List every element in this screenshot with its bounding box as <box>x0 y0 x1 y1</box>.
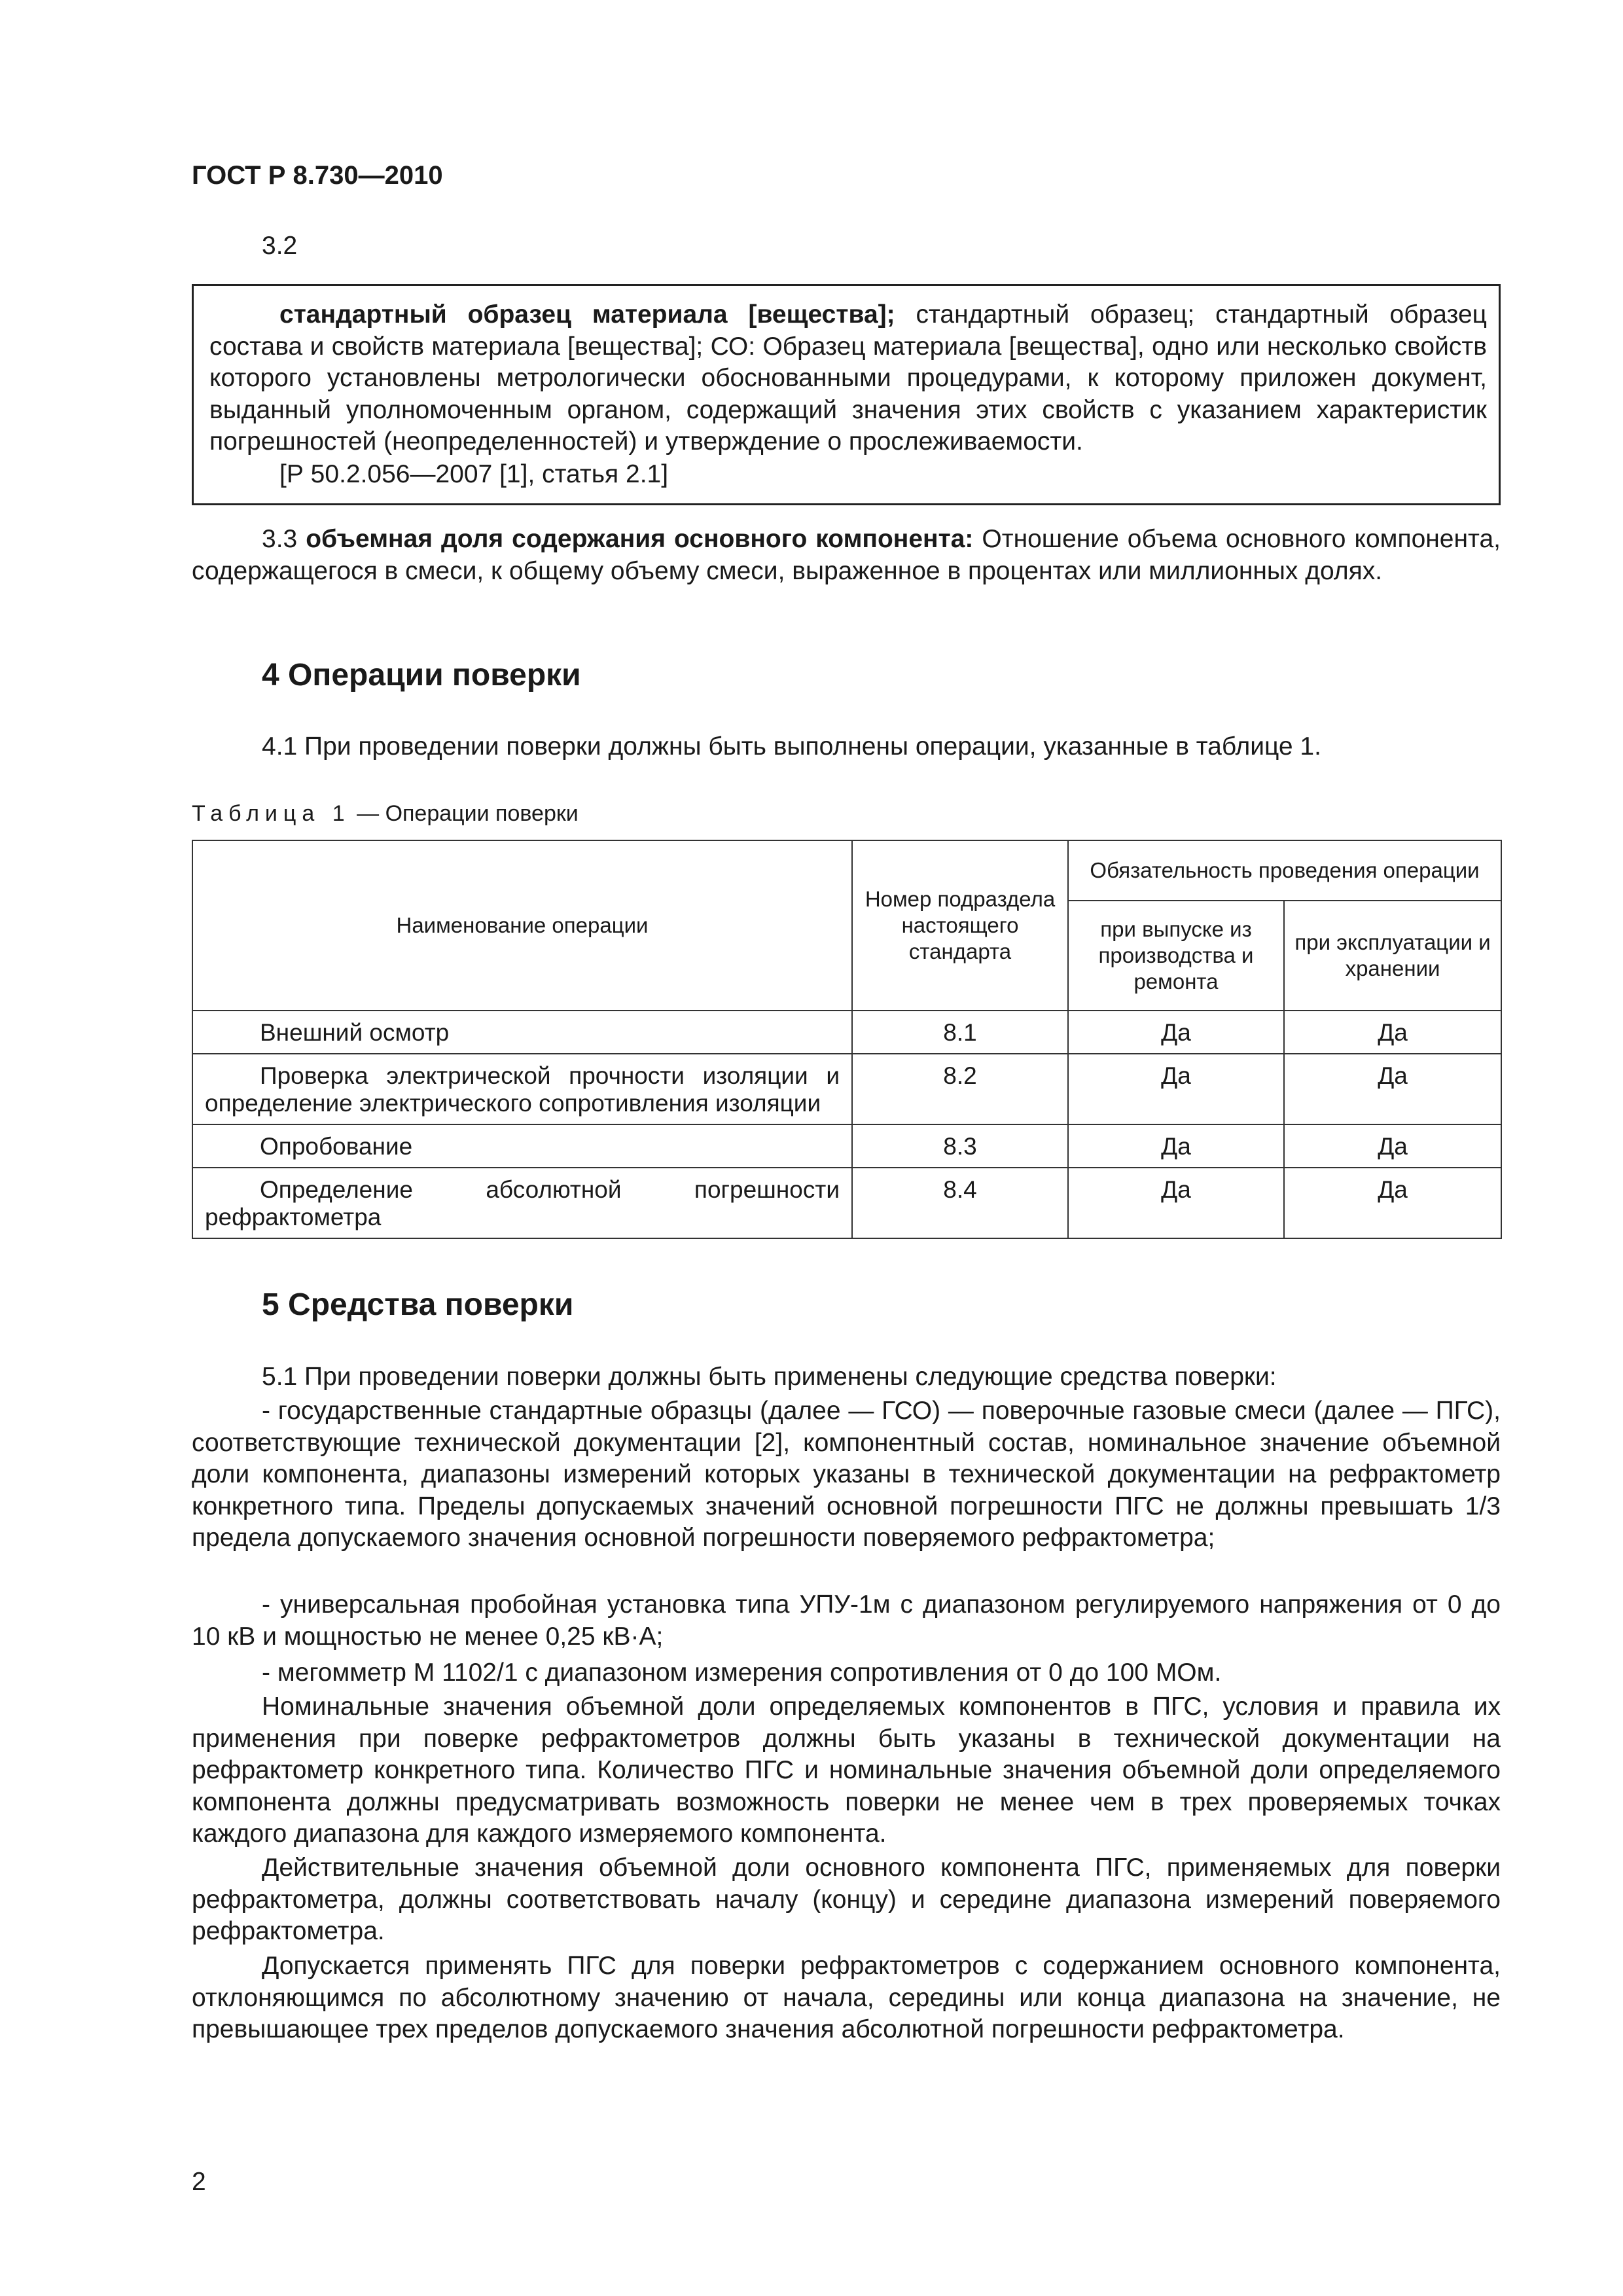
cell-number: 8.3 <box>852 1124 1068 1168</box>
section-number-3-3: 3.3 <box>262 525 298 553</box>
cell-operation: Опробование <box>192 1124 852 1168</box>
cell-release: Да <box>1068 1054 1284 1124</box>
cell-use: Да <box>1284 1124 1501 1168</box>
definition-3-2-source: [Р 50.2.056—2007 [1], статья 2.1] <box>279 460 669 488</box>
paragraph-5-1: 5.1 При проведении поверки должны быть применены следующие средства поверки: <box>262 1363 1277 1391</box>
cell-operation: Определение абсолютной погрешности рефрактометра <box>192 1168 852 1238</box>
col-header-name: Наименование операции <box>192 840 852 1011</box>
section-4-heading: 4 Операции поверки <box>262 658 581 692</box>
definition-3-3: Отношение объема основного компонента, содержащегося в смеси, к общему объему смеси, выраженное в процентах или миллионных долях. <box>192 525 1501 585</box>
term-3-3: объемная доля содержания основного компонента: <box>306 525 974 553</box>
cell-release: Да <box>1068 1168 1284 1238</box>
list-item-gso: - государственные стандартные образцы (далее — ГСО) — поверочные газовые смеси (далее — ПГС), соответствующие технической документации [2], компонентный состав, номинальное значение объемной доли компонента, диапазоны измерений которых указаны в технической документации на рефрактометр конкретного типа. Пределы допускаемых значений основной погрешности ПГС не должны превышать 1/3 предела допускаемого значения основной погрешности поверяемого рефрактометра; <box>192 1397 1501 1552</box>
col-header-obligation: Обязательность проведения операции <box>1068 840 1501 901</box>
paragraph-4-1: 4.1 При проведении поверки должны быть выполнены операции, указанные в таблице 1. <box>262 732 1321 761</box>
cell-operation: Проверка электрической прочности изоляции и определение электрического сопротивления изоляции <box>192 1054 852 1124</box>
document-header: ГОСТ Р 8.730—2010 <box>192 161 443 190</box>
cell-number: 8.2 <box>852 1054 1068 1124</box>
section-3-3 <box>192 524 1501 587</box>
cell-release: Да <box>1068 1011 1284 1054</box>
section-5-heading: 5 Средства поверки <box>262 1287 574 1322</box>
table-caption-label: Таблица 1 <box>192 801 351 826</box>
cell-release: Да <box>1068 1124 1284 1168</box>
section-number-3-2: 3.2 <box>262 232 298 260</box>
cell-number: 8.1 <box>852 1011 1068 1054</box>
cell-number: 8.4 <box>852 1168 1068 1238</box>
col-header-use: при эксплуатации и хранении <box>1284 901 1501 1011</box>
cell-use: Да <box>1284 1011 1501 1054</box>
list-item-upu: - универсальная пробойная установка типа УПУ-1м с диапазоном регулируемого напряжения от 0 до 10 кВ и мощностью не менее 0,25 кВ·А; <box>192 1590 1501 1651</box>
definition-3-2 <box>209 299 1487 458</box>
list-item-megohmmeter: - мегомметр М 1102/1 с диапазоном измерения сопротивления от 0 до 100 МОм. <box>262 1659 1222 1687</box>
table-row <box>192 1011 1501 1054</box>
cell-operation: Внешний осмотр <box>192 1011 852 1054</box>
page-number: 2 <box>192 2168 206 2196</box>
table-row <box>192 1124 1501 1168</box>
definition-3-2-text: стандартный образец; стандартный образец состава и свойств материала [вещества]; СО: Образец материала [вещества], одно или несколько свойств которого установлены метрологически обоснованными процедурами, к которому приложен документ, выданный уполномоченным органом, содержащий значения этих свойств с указанием характеристик погрешностей (неопределенностей) и утверждение о прослеживаемости. <box>209 300 1487 456</box>
table-row <box>192 1168 1501 1238</box>
definition-box <box>192 284 1501 505</box>
col-header-number: Номер подраздела настоящего стандарта <box>852 840 1068 1011</box>
operations-table <box>192 840 1502 1239</box>
paragraph-pgs-values: Номинальные значения объемной доли определяемых компонентов в ПГС, условия и правила их применения при поверке рефрактометров должны быть указаны в технической документации на рефрактометр конкретного типа. Количество ПГС и номинальные значения объемной доли определяемого компонента должны предусматривать возможность поверки не менее чем в трех проверяемых точках каждого диапазона для каждого измеряемого компонента. <box>192 1693 1501 1848</box>
paragraph-pgs-actual: Действительные значения объемной доли основного компонента ПГС, применяемых для поверки рефрактометра, должны соответствовать началу (концу) и середине диапазона измерений поверяемого рефрактометра. <box>192 1854 1501 1945</box>
col-header-release: при выпуске из производства и ремонта <box>1068 901 1284 1011</box>
cell-use: Да <box>1284 1168 1501 1238</box>
table-caption <box>192 801 579 827</box>
table-row <box>192 1054 1501 1124</box>
paragraph-pgs-allowed: Допускается применять ПГС для поверки рефрактометров с содержанием основного компонента, отклоняющимся по абсолютному значению от начала, середины или конца диапазона на значение, не превышающее трех пределов допускаемого значения абсолютной погрешности рефрактометра. <box>192 1952 1501 2043</box>
table-caption-title: — Операции поверки <box>350 801 579 826</box>
cell-use: Да <box>1284 1054 1501 1124</box>
term-3-2: стандартный образец материала [вещества]; <box>279 300 895 329</box>
